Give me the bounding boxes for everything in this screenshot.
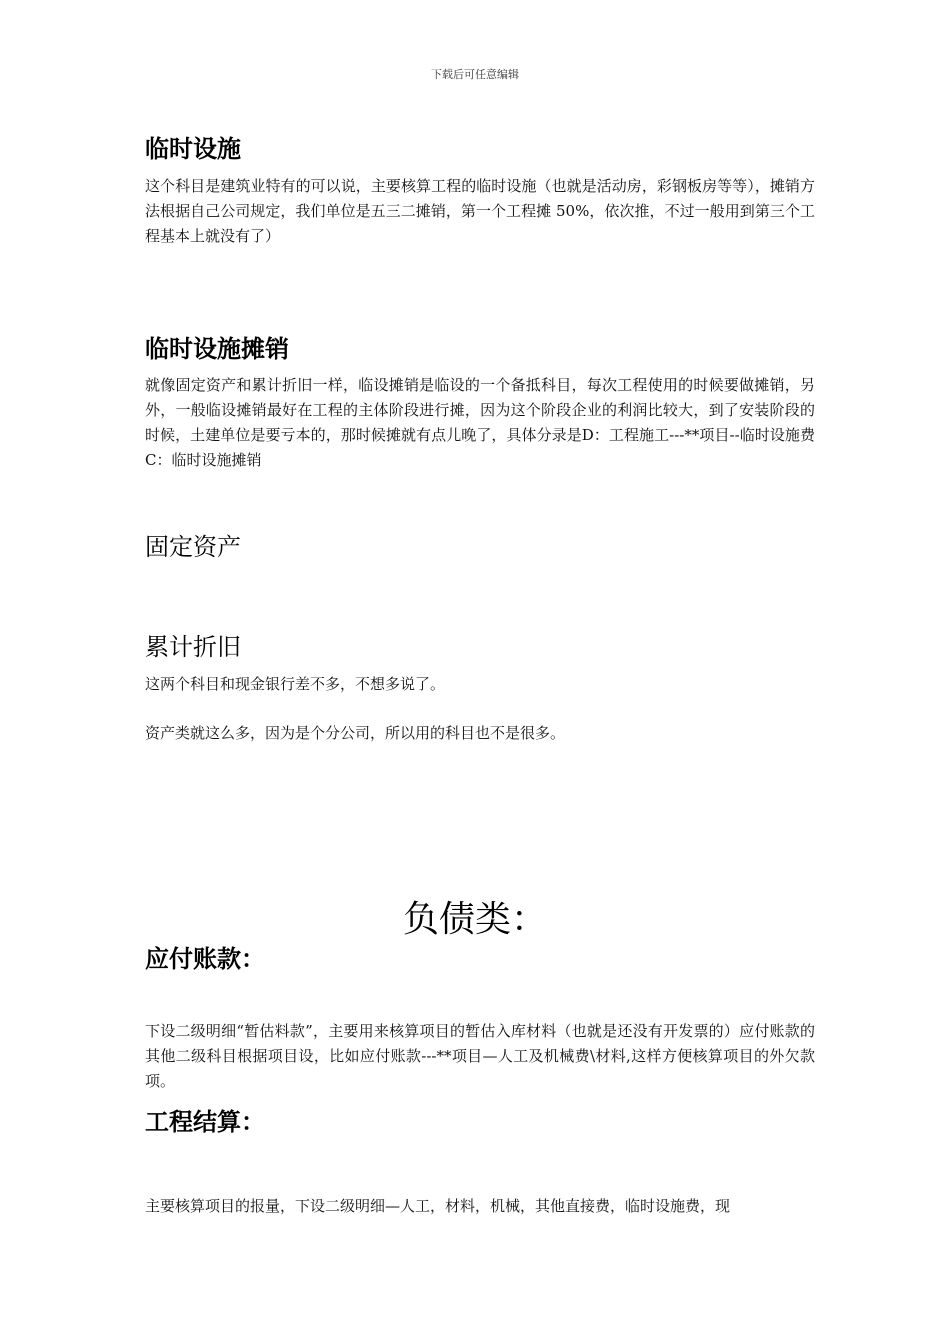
- heading-temporary-facilities: 临时设施: [145, 135, 241, 163]
- heading-fixed-assets: 固定资产: [145, 533, 241, 561]
- heading-project-settlement: 工程结算：: [145, 1108, 265, 1136]
- heading-accounts-payable: 应付账款：: [145, 945, 265, 973]
- liabilities-title: 负债类：: [402, 899, 547, 940]
- heading-temporary-facilities-amortization: 临时设施摊销: [145, 335, 289, 363]
- paragraph-accounts-payable: 下设二级明细“暂估料款”，主要用来核算项目的暂估入库材料（也就是还没有开发票的）应付账款的其他二级科目根据项目设，比如应付账款---**项目—人工及机械费\材料,这样方便核算项目的外欠款项。: [145, 1022, 815, 1090]
- paragraph-temporary-facilities-amortization: 就像固定资产和累计折旧一样，临设摊销是临设的一个备抵科目，每次工程使用的时候要做摊销，另外，一般临设摊销最好在工程的主体阶段进行摊，因为这个阶段企业的利润比较大，到了安装阶段的时候，土建单位是要亏本的，那时候摊就有点儿晚了，具体分录是D：工程施工---**项目--临时设施费 C：临时设施摊销: [145, 376, 815, 469]
- paragraph-accumulated-depreciation: 这两个科目和现金银行差不多，不想多说了。: [145, 675, 446, 693]
- header-note: 下载后可任意编辑: [431, 68, 519, 81]
- paragraph-assets-summary: 资产类就这么多，因为是个分公司，所以用的科目也不是很多。: [145, 724, 566, 742]
- heading-accumulated-depreciation: 累计折旧: [145, 633, 241, 661]
- paragraph-temporary-facilities: 这个科目是建筑业特有的可以说，主要核算工程的临时设施（也就是活动房，彩钢板房等等），摊销方法根据自己公司规定，我们单位是五三二摊销，第一个工程摊 50%，依次推，不过一般用到第三个工程基本上就没有了）: [145, 177, 815, 245]
- paragraph-project-settlement: 主要核算项目的报量，下设二级明细—人工，材料，机械，其他直接费，临时设施费，现: [145, 1197, 731, 1215]
